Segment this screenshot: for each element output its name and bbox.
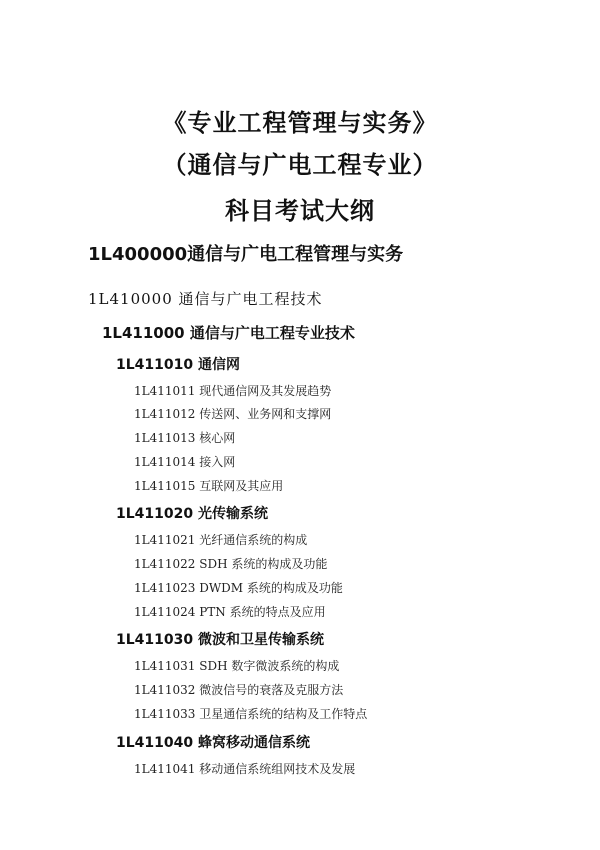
heading-level-1: 1L400000通信与广电工程管理与实务 [88, 244, 404, 265]
outline-item: 1L411015 互联网及其应用 [134, 479, 284, 493]
outline-item: 1L411013 核心网 [134, 431, 236, 445]
outline-item: 1L411022 SDH 系统的构成及功能 [134, 557, 328, 571]
section-heading: 1L411010 通信网 [116, 357, 240, 373]
document-title-line-1: 《专业工程管理与实务》 [162, 109, 438, 137]
heading-level-2: 1L410000 通信与广电工程技术 [88, 290, 323, 308]
heading-level-3: 1L411000 通信与广电工程专业技术 [102, 324, 355, 342]
outline-item: 1L411032 微波信号的衰落及克服方法 [134, 683, 344, 697]
outline-item: 1L411021 光纤通信系统的构成 [134, 533, 308, 547]
document-title-line-2: （通信与广电工程专业） [162, 151, 438, 179]
document-title-line-3: 科目考试大纲 [225, 197, 375, 225]
outline-item: 1L411012 传送网、业务网和支撑网 [134, 407, 332, 421]
section-heading: 1L411040 蜂窝移动通信系统 [116, 735, 310, 751]
outline-item: 1L411024 PTN 系统的特点及应用 [134, 605, 326, 619]
outline-item: 1L411033 卫星通信系统的结构及工作特点 [134, 707, 368, 721]
outline-item: 1L411014 接入网 [134, 455, 236, 469]
outline-item: 1L411011 现代通信网及其发展趋势 [134, 384, 332, 398]
section-heading: 1L411020 光传输系统 [116, 506, 268, 522]
outline-item: 1L411023 DWDM 系统的构成及功能 [134, 581, 343, 595]
section-heading: 1L411030 微波和卫星传输系统 [116, 632, 324, 648]
outline-item: 1L411041 移动通信系统组网技术及发展 [134, 762, 356, 776]
outline-item: 1L411031 SDH 数字微波系统的构成 [134, 659, 340, 673]
